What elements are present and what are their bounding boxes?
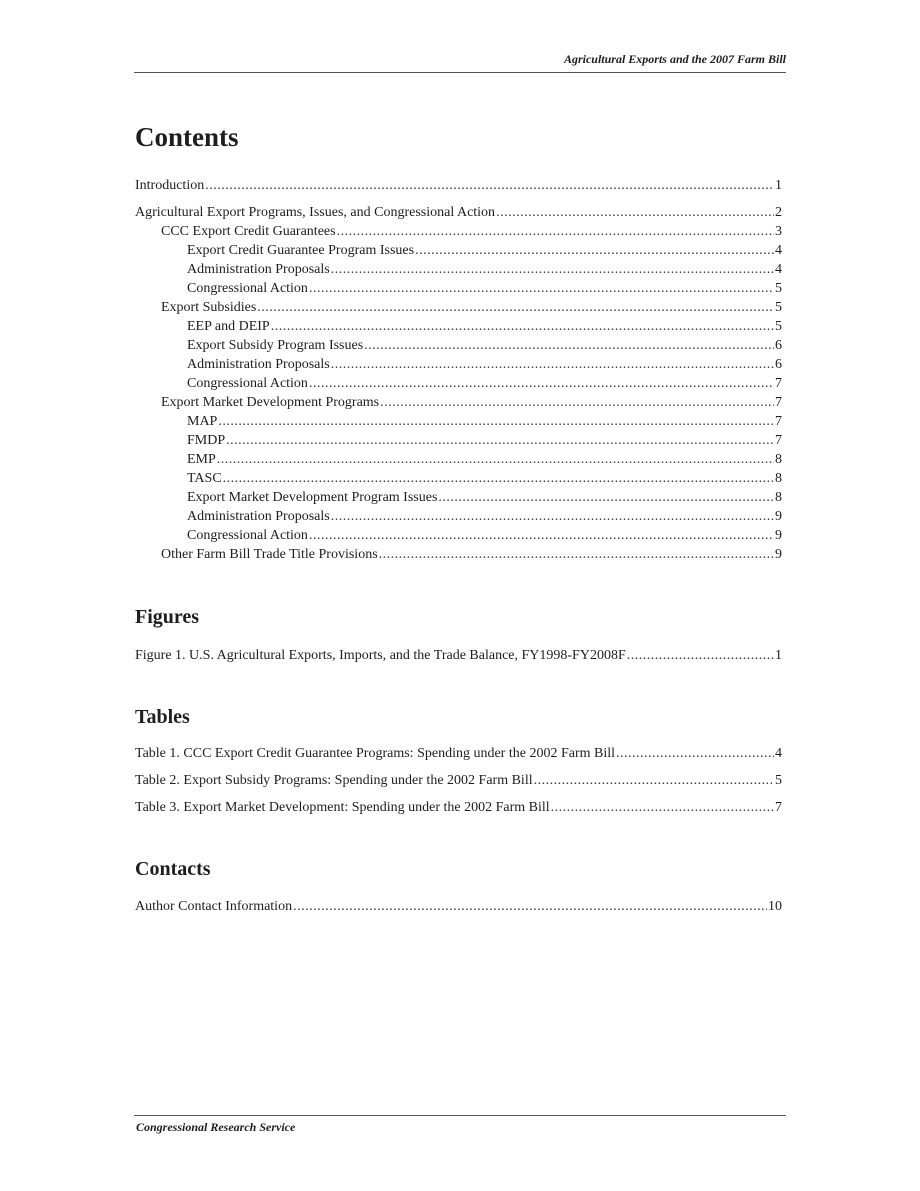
contents-list bbox=[135, 176, 782, 564]
contact-entry-label: Author Contact Information bbox=[135, 899, 293, 914]
dot-leader bbox=[309, 279, 774, 298]
toc-entry-page: 5 bbox=[775, 300, 782, 315]
toc-entry-page: 7 bbox=[775, 414, 782, 429]
contact-entry[interactable] bbox=[135, 897, 782, 916]
toc-entry-label: Congressional Action bbox=[187, 281, 308, 296]
toc-entry-label: Congressional Action bbox=[187, 376, 308, 391]
toc-entry-label: Administration Proposals bbox=[187, 357, 330, 372]
toc-entry-tasc[interactable] bbox=[135, 469, 782, 488]
toc-entry-label: MAP bbox=[187, 414, 218, 429]
dot-leader bbox=[551, 798, 774, 817]
table-entry[interactable] bbox=[135, 798, 782, 817]
toc-entry-map[interactable] bbox=[135, 412, 782, 431]
toc-entry-page: 2 bbox=[775, 205, 782, 220]
figure-entry-page: 1 bbox=[775, 648, 782, 663]
toc-entry-page: 4 bbox=[775, 243, 782, 258]
toc-entry-fmdp[interactable] bbox=[135, 431, 782, 450]
running-footer: Congressional Research Service bbox=[136, 1120, 296, 1134]
dot-leader bbox=[415, 241, 774, 260]
toc-entry-page: 4 bbox=[775, 262, 782, 277]
toc-entry-label: Export Market Development Program Issues bbox=[187, 490, 438, 505]
toc-entry-page: 5 bbox=[775, 319, 782, 334]
toc-entry-page: 6 bbox=[775, 338, 782, 353]
dot-leader bbox=[223, 469, 774, 488]
toc-entry-export-subsidy-program-issues[interactable] bbox=[135, 336, 782, 355]
toc-entry-agricultural-export-programs[interactable] bbox=[135, 203, 782, 222]
toc-entry-label: EMP bbox=[187, 452, 216, 467]
dot-leader bbox=[257, 298, 774, 317]
toc-entry-label: Export Credit Guarantee Program Issues bbox=[187, 243, 415, 258]
toc-entry-congressional-action[interactable] bbox=[135, 279, 782, 298]
toc-entry-congressional-action[interactable] bbox=[135, 526, 782, 545]
table-entry[interactable] bbox=[135, 771, 782, 790]
toc-entry-page: 9 bbox=[775, 528, 782, 543]
dot-leader bbox=[226, 431, 774, 450]
dot-leader bbox=[309, 526, 774, 545]
running-header: Agricultural Exports and the 2007 Farm Bill bbox=[563, 52, 786, 66]
dot-leader bbox=[331, 355, 774, 374]
toc-entry-export-credit-guarantee-program-issues[interactable] bbox=[135, 241, 782, 260]
table-entry-label: Table 1. CCC Export Credit Guarantee Programs: Spending under the 2002 Farm Bill bbox=[135, 746, 615, 761]
footer-rule bbox=[134, 1115, 786, 1116]
toc-entry-page: 3 bbox=[775, 224, 782, 239]
figures-heading: Figures bbox=[135, 606, 200, 628]
toc-entry-administration-proposals[interactable] bbox=[135, 355, 782, 374]
toc-entry-label: Agricultural Export Programs, Issues, and Congressional Action bbox=[135, 205, 496, 220]
figure-entry[interactable] bbox=[135, 646, 782, 665]
dot-leader bbox=[534, 771, 774, 790]
toc-entry-page: 7 bbox=[775, 433, 782, 448]
table-entry-page: 7 bbox=[775, 800, 782, 815]
toc-entry-label: Other Farm Bill Trade Title Provisions bbox=[161, 547, 378, 562]
toc-entry-label: FMDP bbox=[187, 433, 226, 448]
toc-entry-page: 1 bbox=[775, 178, 782, 193]
toc-entry-export-market-development-programs[interactable] bbox=[135, 393, 782, 412]
toc-entry-export-subsidies[interactable] bbox=[135, 298, 782, 317]
dot-leader bbox=[205, 176, 774, 195]
dot-leader bbox=[496, 203, 774, 222]
table-entry-page: 5 bbox=[775, 773, 782, 788]
toc-entry-label: Administration Proposals bbox=[187, 262, 330, 277]
toc-entry-page: 5 bbox=[775, 281, 782, 296]
tables-list bbox=[135, 744, 782, 817]
dot-leader bbox=[331, 260, 774, 279]
dot-leader bbox=[331, 507, 774, 526]
toc-entry-label: TASC bbox=[187, 471, 222, 486]
toc-entry-page: 7 bbox=[775, 376, 782, 391]
toc-entry-label: Introduction bbox=[135, 178, 205, 193]
toc-entry-eep-and-deip[interactable] bbox=[135, 317, 782, 336]
dot-leader bbox=[364, 336, 774, 355]
contents-heading: Contents bbox=[135, 122, 239, 152]
dot-leader bbox=[218, 412, 774, 431]
toc-entry-page: 8 bbox=[775, 490, 782, 505]
toc-entry-other-farm-bill-trade-title-provisions[interactable] bbox=[135, 545, 782, 564]
toc-entry-export-market-development-program-issues[interactable] bbox=[135, 488, 782, 507]
toc-entry-label: Export Subsidy Program Issues bbox=[187, 338, 364, 353]
toc-entry-emp[interactable] bbox=[135, 450, 782, 469]
contact-entry-page: 10 bbox=[768, 899, 782, 914]
table-entry-label: Table 2. Export Subsidy Programs: Spending under the 2002 Farm Bill bbox=[135, 773, 533, 788]
toc-entry-page: 7 bbox=[775, 395, 782, 410]
toc-entry-label: Export Market Development Programs bbox=[161, 395, 380, 410]
toc-entry-page: 9 bbox=[775, 547, 782, 562]
contacts-heading: Contacts bbox=[135, 858, 211, 880]
toc-entry-congressional-action[interactable] bbox=[135, 374, 782, 393]
toc-entry-administration-proposals[interactable] bbox=[135, 260, 782, 279]
toc-entry-label: Administration Proposals bbox=[187, 509, 330, 524]
dot-leader bbox=[217, 450, 774, 469]
table-entry[interactable] bbox=[135, 744, 782, 763]
toc-entry-page: 9 bbox=[775, 509, 782, 524]
dot-leader bbox=[271, 317, 774, 336]
dot-leader bbox=[438, 488, 774, 507]
toc-entry-administration-proposals[interactable] bbox=[135, 507, 782, 526]
toc-entry-label: EEP and DEIP bbox=[187, 319, 270, 334]
toc-entry-label: Export Subsidies bbox=[161, 300, 257, 315]
dot-leader bbox=[337, 222, 774, 241]
dot-leader bbox=[379, 545, 774, 564]
toc-entry-label: Congressional Action bbox=[187, 528, 308, 543]
toc-entry-page: 6 bbox=[775, 357, 782, 372]
dot-leader bbox=[380, 393, 774, 412]
toc-entry-ccc-export-credit-guarantees[interactable] bbox=[135, 222, 782, 241]
contacts-list bbox=[135, 897, 782, 916]
toc-entry-label: CCC Export Credit Guarantees bbox=[161, 224, 336, 239]
dot-leader bbox=[293, 897, 767, 916]
toc-entry-introduction[interactable] bbox=[135, 176, 782, 195]
toc-entry-page: 8 bbox=[775, 452, 782, 467]
table-entry-label: Table 3. Export Market Development: Spending under the 2002 Farm Bill bbox=[135, 800, 550, 815]
figures-list bbox=[135, 646, 782, 665]
header-rule bbox=[134, 72, 786, 73]
figure-entry-label: Figure 1. U.S. Agricultural Exports, Imports, and the Trade Balance, FY1998-FY2008F bbox=[135, 648, 626, 663]
dot-leader bbox=[627, 646, 774, 665]
dot-leader bbox=[616, 744, 774, 763]
table-entry-page: 4 bbox=[775, 746, 782, 761]
tables-heading: Tables bbox=[135, 706, 190, 728]
toc-entry-page: 8 bbox=[775, 471, 782, 486]
dot-leader bbox=[309, 374, 774, 393]
